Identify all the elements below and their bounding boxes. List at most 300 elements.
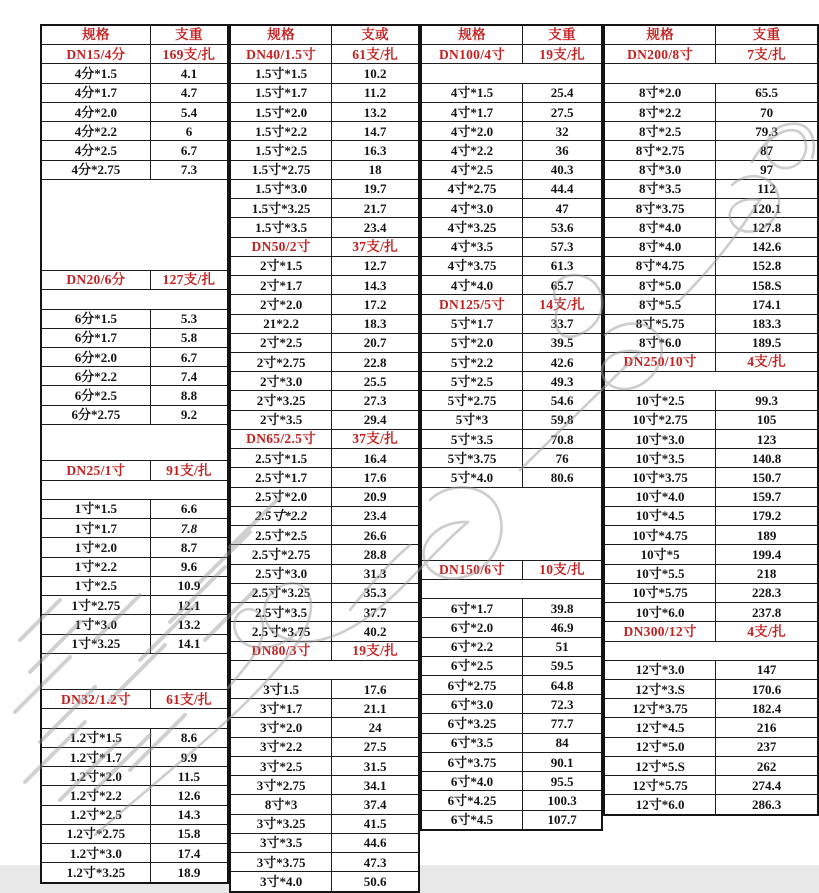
data-row [421,449,602,468]
weight-cell: 189 [716,526,818,545]
spec-cell: 10寸*5.75 [604,583,716,602]
weight-cell: 15.8 [150,824,228,843]
spec-cell: 4分*1.7 [41,83,150,102]
col-header-spec: 规格 [230,25,332,45]
spec-cell: 1.5寸*3.0 [230,179,332,198]
spec-cell: 1寸*3.0 [41,615,150,634]
weight-cell: 24 [332,718,419,737]
data-row [230,603,419,622]
data-row [230,256,419,275]
data-row [421,810,602,830]
spec-cell: 8寸*5.0 [604,276,716,295]
weight-cell: 20.9 [332,487,419,506]
weight-cell: 12.1 [150,596,228,615]
spec-cell: 8寸*5.75 [604,314,716,333]
spec-cell: 3寸*3.75 [230,853,332,872]
blank-row [421,579,602,598]
data-row [41,767,228,786]
weight-cell: 54.6 [523,391,603,410]
spec-cell: DN200/8寸 [604,45,716,64]
spec-cell: 8寸*2.0 [604,83,716,102]
weight-cell: 6 [150,122,228,141]
weight-cell: 90.1 [523,752,603,771]
data-row [230,449,419,468]
weight-cell: 120.1 [716,199,818,218]
data-row [604,526,818,545]
weight-cell: 7.3 [150,160,228,179]
data-row [421,618,602,637]
data-row [230,699,419,718]
weight-cell: 4.7 [150,83,228,102]
spec-cell: 1寸*1.7 [41,519,150,538]
weight-cell: 152.8 [716,256,818,275]
col-header-weight: 支重 [150,25,228,45]
weight-cell: 64.8 [523,675,603,694]
weight-cell: 5.8 [150,328,228,347]
weight-cell: 37支/扎 [332,237,419,256]
data-row [604,795,818,815]
weight-cell: 7支/扎 [716,45,818,64]
spec-table-dn100-dn150 [420,24,603,831]
data-row [230,199,419,218]
data-row [230,545,419,564]
data-row [421,468,602,487]
data-row [41,538,228,557]
weight-cell: 159.7 [716,487,818,506]
weight-cell: 11.5 [150,767,228,786]
spec-cell: 8寸*4.0 [604,218,716,237]
data-row [230,391,419,410]
weight-cell: 179.2 [716,506,818,525]
weight-cell: 182.4 [716,699,818,718]
spec-cell: 12寸*3.75 [604,699,716,718]
weight-cell: 13.2 [150,615,228,634]
spec-cell: 8寸*6.0 [604,333,716,352]
section-row [41,271,228,290]
data-row [604,506,818,525]
spec-cell: DN80/3寸 [230,641,332,660]
weight-cell: 19支/扎 [332,641,419,660]
spec-cell: 1寸*2.5 [41,576,150,595]
data-row [41,634,228,653]
weight-cell: 77.7 [523,714,603,733]
weight-cell: 31.5 [332,756,419,775]
data-row [421,352,602,371]
data-row [604,141,818,160]
weight-cell: 237.8 [716,603,818,622]
spec-cell: 12寸*5.75 [604,776,716,795]
spec-cell: 3寸*3.5 [230,833,332,852]
data-row [230,737,419,756]
spec-cell: 10寸*4.5 [604,506,716,525]
data-row [230,314,419,333]
weight-cell: 17.4 [150,844,228,863]
data-row [230,718,419,737]
weight-cell: 49.3 [523,372,603,391]
spec-cell: 4寸*1.5 [421,83,523,102]
spec-cell: 5寸*3 [421,410,523,429]
spec-cell: DN65/2.5寸 [230,429,332,448]
blank-row [421,487,602,560]
data-row [604,545,818,564]
weight-cell: 5.4 [150,102,228,121]
data-row [41,805,228,824]
spec-cell: 2.5寸*2.5 [230,526,332,545]
data-row [604,583,818,602]
spec-cell: 2.5寸*3.75 [230,622,332,641]
spec-cell: 4寸*2.5 [421,160,523,179]
weight-cell: 170.6 [716,679,818,698]
spec-cell: 4寸*2.75 [421,179,523,198]
weight-cell: 72.3 [523,695,603,714]
spec-cell: 10寸*4.0 [604,487,716,506]
weight-cell: 6.7 [150,141,228,160]
spec-cell: 2寸*1.5 [230,256,332,275]
blank-cell [41,480,228,499]
spec-cell: 10寸*5 [604,545,716,564]
spec-cell: 1.2寸*2.75 [41,824,150,843]
weight-cell: 8.8 [150,386,228,405]
data-row [604,295,818,314]
spec-cell: 1.2寸*2.5 [41,805,150,824]
spec-cell: 8寸*2.5 [604,122,716,141]
spec-cell: 5寸*1.7 [421,314,523,333]
col-header-weight: 支重 [523,25,603,45]
spec-cell: 1.5寸*3.25 [230,199,332,218]
weight-cell: 25.4 [523,83,603,102]
data-row [421,772,602,791]
spec-table-dn200-dn300 [603,24,819,816]
data-row [230,833,419,852]
spec-cell: 4分*2.75 [41,160,150,179]
spec-cell: DN50/2寸 [230,237,332,256]
weight-cell: 7.8 [150,519,228,538]
spec-cell: 4寸*3.75 [421,256,523,275]
spec-cell: 6寸*4.0 [421,772,523,791]
data-row [421,276,602,295]
blank-cell [604,641,818,660]
data-row [41,141,228,160]
spec-cell: 4寸*2.0 [421,122,523,141]
data-row [230,622,419,641]
blank-cell [604,372,818,391]
data-row [604,699,818,718]
weight-cell: 218 [716,564,818,583]
data-row [230,814,419,833]
weight-cell: 84 [523,733,603,752]
weight-cell: 147 [716,660,818,679]
col-header-weight: 支重 [716,25,818,45]
spec-table-dn40-dn80 [229,24,420,893]
data-row [604,660,818,679]
data-row [230,853,419,872]
spec-cell: 6分*2.0 [41,348,150,367]
data-row [230,333,419,352]
section-row [421,560,602,579]
spec-cell: 1.5寸*2.2 [230,122,332,141]
weight-cell: 12.7 [332,256,419,275]
weight-cell: 127.8 [716,218,818,237]
weight-cell: 36 [523,141,603,160]
data-row [230,564,419,583]
data-row [41,386,228,405]
spec-cell: 6寸*4.5 [421,810,523,830]
data-row [230,506,419,525]
data-row [604,160,818,179]
spec-cell: 12寸*5.S [604,756,716,775]
spec-cell: 1寸*1.5 [41,499,150,518]
data-row [604,237,818,256]
spec-cell: 1.2寸*1.5 [41,728,150,747]
spec-cell: 8寸*2.2 [604,102,716,121]
blank-row [41,424,228,460]
weight-cell: 27.5 [332,737,419,756]
data-row [230,487,419,506]
spec-cell: DN100/4寸 [421,45,523,64]
data-row [421,733,602,752]
spec-cell: 8寸*5.5 [604,295,716,314]
weight-cell: 79.3 [716,122,818,141]
data-row [421,675,602,694]
weight-cell: 37.7 [332,603,419,622]
data-row [41,83,228,102]
spec-cell: 8寸*2.75 [604,141,716,160]
spec-cell: DN40/1.5寸 [230,45,332,64]
data-row [604,564,818,583]
column-header-row [230,25,419,45]
data-row [41,519,228,538]
weight-cell: 150.7 [716,468,818,487]
data-row [421,752,602,771]
data-row [41,122,228,141]
spec-cell: 12寸*6.0 [604,795,716,815]
weight-cell: 18.9 [150,863,228,883]
blank-row [41,653,228,689]
data-row [421,429,602,448]
spec-cell: 10寸*5.5 [604,564,716,583]
data-row [230,410,419,429]
spec-cell: 6寸*2.5 [421,656,523,675]
spec-cell: 1.2寸*2.0 [41,767,150,786]
data-row [604,776,818,795]
weight-cell: 61.3 [523,256,603,275]
weight-cell: 41.5 [332,814,419,833]
spec-cell: 2.5寸*3.0 [230,564,332,583]
weight-cell: 4支/扎 [716,622,818,641]
spec-cell: 8寸*3.75 [604,199,716,218]
weight-cell: 20.7 [332,333,419,352]
spec-cell: 2寸*3.0 [230,372,332,391]
weight-cell: 4.1 [150,64,228,83]
weight-cell: 40.2 [332,622,419,641]
weight-cell: 50.6 [332,872,419,892]
data-row [421,695,602,714]
spec-cell: 1.5寸*2.0 [230,102,332,121]
weight-cell: 27.3 [332,391,419,410]
data-row [230,218,419,237]
spec-cell: 6寸*1.7 [421,599,523,618]
blank-cell [41,290,228,309]
spec-cell: 6分*2.5 [41,386,150,405]
data-row [421,83,602,102]
col-header-spec: 规格 [421,25,523,45]
spec-cell: 3寸*2.75 [230,776,332,795]
spec-cell: 2.5寸*2.0 [230,487,332,506]
weight-cell: 37.4 [332,795,419,814]
spec-cell: 12寸*5.0 [604,737,716,756]
spec-cell: 10寸*3.5 [604,449,716,468]
data-row [421,391,602,410]
spec-table-dn15-dn32 [40,24,229,884]
data-row [604,410,818,429]
weight-cell: 34.1 [332,776,419,795]
data-row [230,83,419,102]
weight-cell: 107.7 [523,810,603,830]
weight-cell: 189.5 [716,333,818,352]
spec-cell: 10寸*2.5 [604,391,716,410]
spec-cell: 1寸*2.2 [41,557,150,576]
weight-cell: 70.8 [523,429,603,448]
data-row [604,314,818,333]
data-row [604,218,818,237]
spec-cell: 4分*2.0 [41,102,150,121]
spec-cell: 3寸*4.0 [230,872,332,892]
spec-cell: 4分*1.5 [41,64,150,83]
data-row [421,122,602,141]
data-row [41,576,228,595]
data-row [230,756,419,775]
spec-cell: 10寸*3.0 [604,429,716,448]
weight-cell: 6.7 [150,348,228,367]
spec-cell: 1.2寸*2.2 [41,786,150,805]
section-row [604,45,818,64]
weight-cell: 40.3 [523,160,603,179]
weight-cell: 10.2 [332,64,419,83]
weight-cell: 14支/扎 [523,295,603,314]
weight-cell: 6.6 [150,499,228,518]
spec-cell: 1.2寸*3.25 [41,863,150,883]
spec-cell: 1.5寸*1.5 [230,64,332,83]
section-row [230,237,419,256]
spec-cell: 2.5寸*2.75 [230,545,332,564]
data-row [230,64,419,83]
weight-cell: 57.3 [523,237,603,256]
data-row [41,405,228,424]
data-row [230,179,419,198]
weight-cell: 262 [716,756,818,775]
data-row [230,352,419,371]
weight-cell: 70 [716,102,818,121]
spec-cell: 5寸*3.5 [421,429,523,448]
data-row [421,333,602,352]
data-row [604,179,818,198]
weight-cell: 91支/扎 [150,461,228,480]
weight-cell: 14.1 [150,634,228,653]
section-row [604,622,818,641]
weight-cell: 97 [716,160,818,179]
weight-cell: 99.3 [716,391,818,410]
spec-cell: 1.5寸*2.5 [230,141,332,160]
weight-cell: 10.9 [150,576,228,595]
section-row [41,45,228,64]
spec-cell: 1寸*3.25 [41,634,150,653]
data-row [421,599,602,618]
spec-cell: DN250/10寸 [604,352,716,371]
blank-row [421,64,602,83]
spec-cell: DN125/5寸 [421,295,523,314]
spec-cell: 10寸*3.75 [604,468,716,487]
section-row [230,641,419,660]
weight-cell: 158.S [716,276,818,295]
weight-cell: 4支/扎 [716,352,818,371]
weight-cell: 8.7 [150,538,228,557]
weight-cell: 286.3 [716,795,818,815]
weight-cell: 87 [716,141,818,160]
spec-cell: DN15/4分 [41,45,150,64]
data-row [230,102,419,121]
weight-cell: 37支/扎 [332,429,419,448]
data-row [604,256,818,275]
data-row [41,102,228,121]
spec-cell: 10寸*2.75 [604,410,716,429]
spec-cell: 2寸*3.25 [230,391,332,410]
blank-cell [41,709,228,728]
weight-cell: 65.7 [523,276,603,295]
spec-cell: 4寸*3.0 [421,199,523,218]
spec-cell: 6分*1.5 [41,309,150,328]
weight-cell: 169支/扎 [150,45,228,64]
blank-cell [421,64,602,83]
data-row [421,218,602,237]
data-row [41,328,228,347]
blank-cell [604,64,818,83]
data-row [604,122,818,141]
weight-cell: 100.3 [523,791,603,810]
weight-cell: 9.6 [150,557,228,576]
spec-cell: 5寸*2.2 [421,352,523,371]
section-row [604,352,818,371]
weight-cell: 23.4 [332,506,419,525]
weight-cell: 80.6 [523,468,603,487]
data-row [41,499,228,518]
weight-cell: 17.2 [332,295,419,314]
weight-cell: 44.6 [332,833,419,852]
weight-cell: 23.4 [332,218,419,237]
weight-cell: 42.6 [523,352,603,371]
spec-cell: 4寸*2.2 [421,141,523,160]
weight-cell: 25.5 [332,372,419,391]
data-row [604,756,818,775]
weight-cell: 11.2 [332,83,419,102]
column-header-row [41,25,228,45]
spec-cell: 6寸*3.25 [421,714,523,733]
weight-cell: 199.4 [716,545,818,564]
data-row [230,276,419,295]
blank-cell [230,660,419,679]
spec-cell: 3寸*2.5 [230,756,332,775]
weight-cell: 18.3 [332,314,419,333]
data-row [41,728,228,747]
data-row [41,64,228,83]
weight-cell: 28.8 [332,545,419,564]
data-row [41,747,228,766]
data-row [230,795,419,814]
data-row [604,718,818,737]
data-row [230,160,419,179]
weight-cell: 9.2 [150,405,228,424]
spec-cell: 1.2寸*3.0 [41,844,150,863]
spec-cell: 3寸1.5 [230,679,332,698]
